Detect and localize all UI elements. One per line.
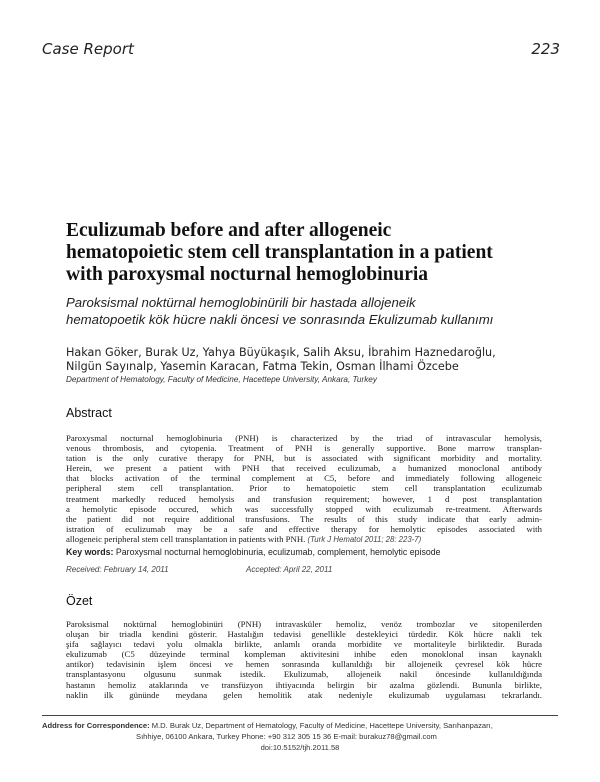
article-subtitle — [66, 294, 566, 328]
correspondence-contact: Sıhhiye, 06100 Ankara, Turkey Phone: +90 312 305 15 36 E-mail: burakuz78@gmail.com — [136, 732, 437, 741]
ozet-line: şifa sağlayıcı tedavi yolu olmakla birlikte, anlamlı oranda morbidite ve mortaliteyle birliktedir. Burada — [66, 639, 542, 650]
ozet-line: oluşan bir triadla kendini gösterir. Hastalığın tedavisi genellikle destekleyici türdedir. Kök hücre nakli tek — [66, 629, 542, 640]
running-header-section: Case Report — [42, 40, 134, 58]
correspondence-footer — [42, 720, 558, 753]
keywords-value: Paroxysmal nocturnal hemoglobinuria, eculizumab, complement, hemolytic episode — [115, 547, 441, 557]
article-title — [66, 220, 566, 286]
ozet-line: naklin ilk gününde meydana gelen hemolitik atak nedeniyle ekulizumab uygulaması tekrarlandı. — [66, 689, 542, 700]
ozet-line: ekulizumab (C5 düzeyinde terminal kompleman aktivitesini inhibe eden monoklonal insan kaynaklı — [66, 649, 542, 660]
correspondence-label: Address for Correspondence: — [42, 721, 150, 730]
ozet-line: Paroksismal noktürnal hemoglobinüri (PNH) intravasküler hemoliz, venöz trombozlar ve sitopenilerden — [66, 619, 542, 629]
keywords — [66, 547, 556, 557]
article-title-line: Eculizumab before and after allogeneic — [66, 220, 392, 241]
abstract-line: istration of eculizumab may be a safe and effective therapy for hemolytic episodes associated with — [66, 523, 542, 534]
abstract-line: peripheral stem cell transplantation. Prior to hematopoietic stem cell transplantation eculizumab — [66, 483, 542, 494]
abstract-line: treatment markedly reduced hemolysis and transfusion requirement; however, 1 d post transplantation — [66, 493, 542, 504]
author-line: Hakan Göker, Burak Uz, Yahya Büyükaşık, Salih Aksu, İbrahim Haznedaroğlu, — [66, 346, 496, 359]
abstract-last-line — [66, 534, 542, 545]
abstract-line: a hemolytic episode occured, which was successfully stopped with eculizumab re-treatment. Afterwards — [66, 503, 542, 514]
journal-citation: (Turk J Hematol 2011; 28: 223-7) — [307, 534, 422, 544]
accepted-date: Accepted: April 22, 2011 — [246, 565, 333, 574]
article-title-line: hematopoietic stem cell transplantation in a patient — [66, 242, 493, 263]
abstract-line: Paroxysmal nocturnal hemoglobinuria (PNH) is characterized by the triad of intravascular hemolysis, — [66, 433, 542, 443]
abstract-line: venous thrombosis, and cytopenia. Treatment of PNH is generally supportive. Bone marrow transplan- — [66, 443, 542, 454]
abstract-heading: Abstract — [66, 406, 112, 420]
correspondence-address: M.D. Burak Uz, Department of Hematology, Faculty of Medicine, Hacettepe University, Sarıhanpazarı, — [151, 721, 493, 730]
abstract-line: tation is the only curative therapy for PNH, but is associated with significant morbidity and mortality. — [66, 453, 542, 464]
correspondence-row — [42, 720, 558, 731]
author-list — [66, 346, 566, 374]
abstract-line: allogeneic peripheral stem cell transplantation in patients with PNH. — [66, 533, 306, 544]
keywords-label: Key words: — [66, 547, 114, 557]
footer-divider — [42, 715, 558, 716]
ozet-line: hastanın hemoliz ataklarında ve transfüzyon ihtiyacında belirgin bir azalma gözlendi. Bununla birlikte, — [66, 679, 542, 690]
abstract-body — [66, 433, 542, 545]
abstract-line: that blocks activation of the terminal complement at C5, before and immediately following allogeneic — [66, 473, 542, 484]
received-date: Received: February 14, 2011 — [66, 565, 169, 574]
ozet-heading: Özet — [66, 594, 93, 608]
page-number: 223 — [531, 40, 560, 58]
ozet-line: transplantasyonu olgusunu sunmak istedik. Ekulizumab, allojeneik nakil öncesinde kullanıldığında — [66, 669, 542, 680]
abstract-line: the patient did not require additional transfusions. The results of this study indicate that early admin- — [66, 513, 542, 524]
article-title-line: with paroxysmal nocturnal hemoglobinuria — [66, 264, 429, 285]
ozet-line: antikor) tedavisinin işlem öncesi ve hemen sonrasında kullanıldığı bir allojeneik çevresel kök hücre — [66, 659, 542, 670]
affiliation: Department of Hematology, Faculty of Medicine, Hacettepe University, Ankara, Turkey — [66, 375, 377, 384]
author-line: Nilgün Sayınalp, Yasemin Karacan, Fatma Tekin, Osman İlhami Özcebe — [66, 360, 459, 373]
article-subtitle-line: hematopoetik kök hücre nakli öncesi ve sonrasında Ekulizumab kullanımı — [66, 312, 494, 327]
abstract-line: Herein, we present a patient with PNH that received eculizumab, a humanized monoclonal antibody — [66, 463, 542, 474]
ozet-body — [66, 619, 542, 700]
article-subtitle-line: Paroksismal noktürnal hemoglobinürili bir hastada allojeneik — [66, 295, 416, 310]
doi: doi:10.5152/tjh.2011.58 — [260, 743, 340, 752]
